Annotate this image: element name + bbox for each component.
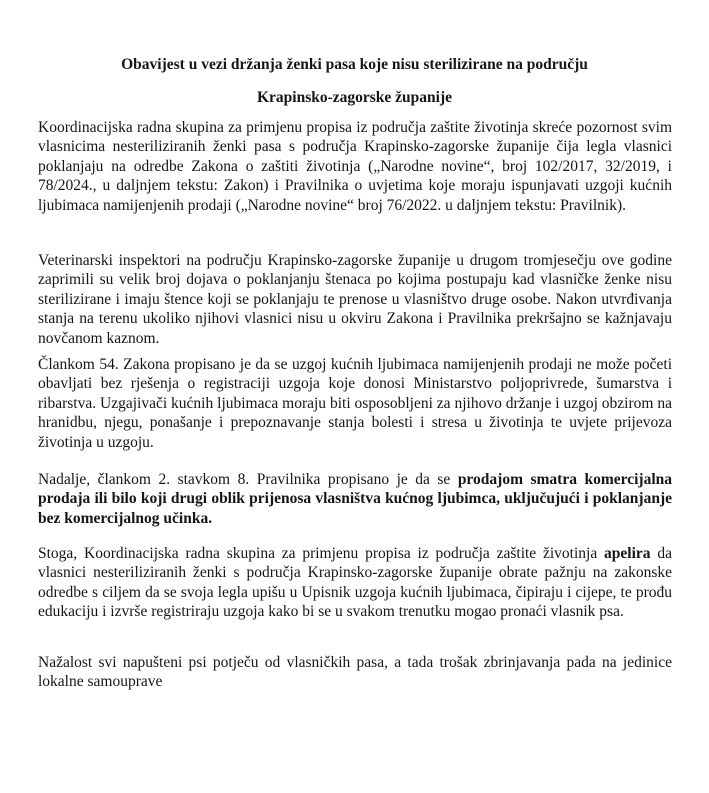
bold-text-run: apelira bbox=[604, 545, 651, 562]
text-run: Koordinacijska radna skupina za primjenu propisa iz područja zaštite životinja skreće pozornost svim vlasnicima nesteriliziranih ženki pasa s područja Krapinsko-zagorske županije čija legla vlasnici poklanjaju na odredbe Zakona o zaštiti životinja („Narodne novine“, broj 102/2017, 32/2019, i 78/2024., u daljnjem tekstu: Zakon) i Pravilnika o uvjetima koje moraju ispunjavati uzgoji kućnih ljubimaca namijenjenih prodaji („Narodne novine“ broj 76/2022. u daljnjem tekstu: Pravilnik). bbox=[38, 119, 672, 214]
bold-text-run: prodajom smatra komercijalna prodaja ili bilo koji drugi oblik prijenosa vlasništva kućnog ljubimca, uključujući i poklanjanje bez komercijalnog učinka. bbox=[38, 471, 672, 527]
text-run: Nadalje, člankom 2. stavkom 8. Pravilnika propisano je da se bbox=[38, 471, 458, 488]
document-title: Obavijest u vezi držanja ženki pasa koje nisu sterilizirane na području bbox=[121, 56, 588, 73]
text-run: Člankom 54. Zakona propisano je da se uzgoj kućnih ljubimaca namijenjenih prodaji ne može početi obavljati bez rješenja o registraciji uzgoja koje donosi Ministarstvo poljoprivrede, šumarstva i ribarstva. Uzgajivači kućnih ljubimaca moraju biti osposobljeni za njihovo držanje i uzgoj obzirom na hranidbu, njegu, ponašanje i prepoznavanje stanja bolesti i stresa u životinja te uvjete prijevoza životinja u uzgoju. bbox=[38, 356, 672, 451]
text-run: Stoga, Koordinacijska radna skupina za primjenu propisa iz područja zaštite životinja bbox=[38, 545, 605, 562]
text-run: Nažalost svi napušteni psi potječu od vlasničkih pasa, a tada trošak zbrinjavanja pada na jedinice lokalne samouprave bbox=[38, 654, 672, 691]
document-subtitle: Krapinsko-zagorske županije bbox=[256, 89, 453, 106]
paragraph-introduction bbox=[38, 118, 672, 215]
paragraph-conclusion bbox=[38, 653, 672, 692]
paragraph-article-54 bbox=[38, 355, 672, 452]
text-run: Veterinarski inspektori na području Krapinsko-zagorske županije u drugom tromjesečju ove godine zaprimili su velik broj dojava o poklanjanju štenaca po kojima postupaju kad vlasničke ženke nisu sterilizirane i imaju štence koji se poklanjaju te prenose u vlasništvo druge osobe. Nakon utvrđivanja stanja na terenu ukoliko njihovi vlasnici nisu u okviru Zakona i Pravilnika prekršajno se kažnjavaju novčanom kaznom. bbox=[38, 252, 672, 347]
paragraph-article-2 bbox=[38, 470, 672, 528]
text-run: da vlasnici nesteriliziranih ženki s područja Krapinsko-zagorske županije obrate pažnju na zakonske odredbe s ciljem da se svoja legla upišu u Upisnik uzgoja kućnih ljubimaca, čipiraju i cijepe, te prođu edukaciju i izvrše registriraju uzgoja kako bi se u svakom trenutku mogao pronaći vlasnik psa. bbox=[38, 545, 672, 621]
paragraph-inspection bbox=[38, 251, 672, 348]
paragraph-appeal bbox=[38, 544, 672, 622]
